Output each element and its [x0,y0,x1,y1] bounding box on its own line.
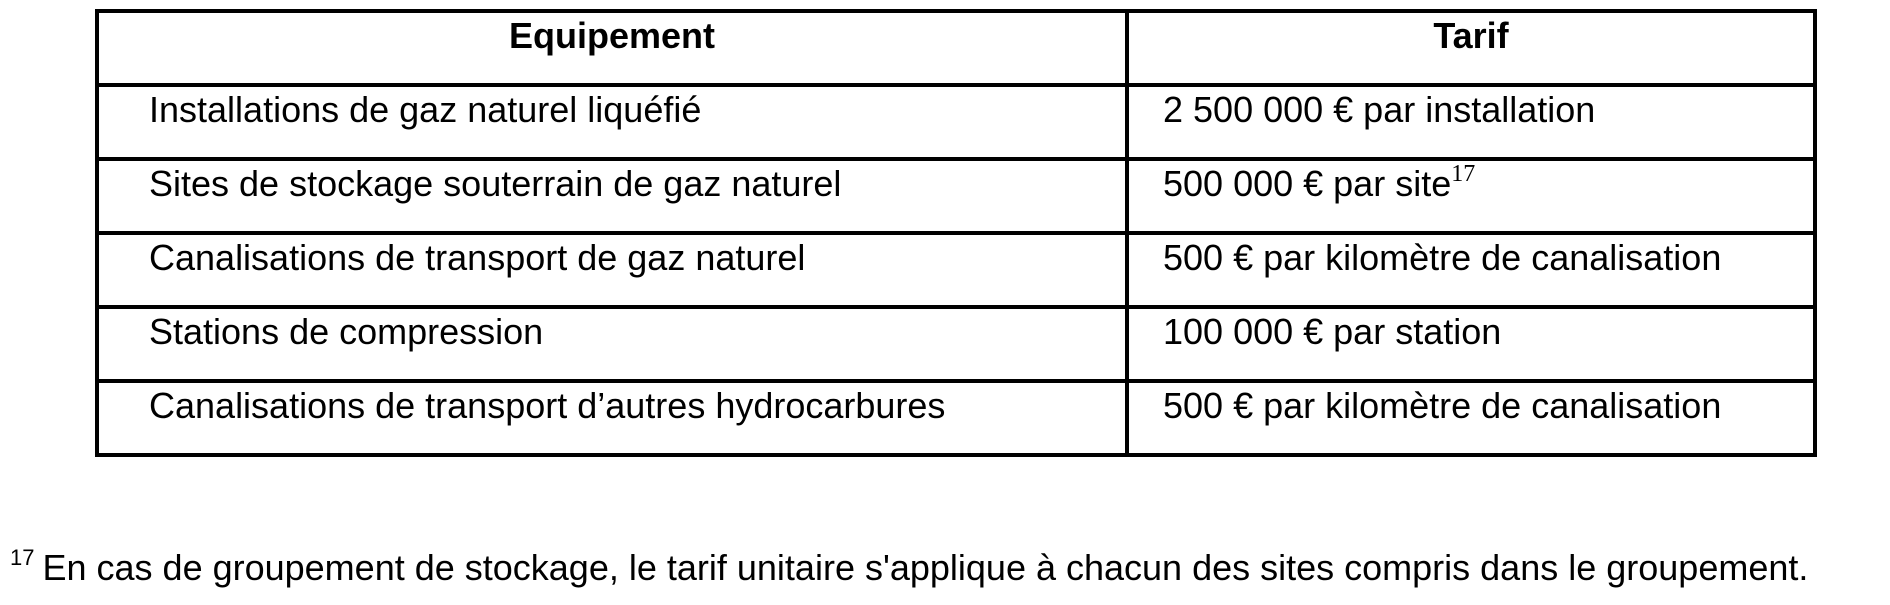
cell-equipement: Canalisations de transport d’autres hydrocarbures [97,381,1127,455]
footnote-text: En cas de groupement de stockage, le tarif unitaire s'applique à chacun des sites compris dans le groupement. [42,547,1809,588]
table-row [97,233,1815,307]
cell-equipement: Sites de stockage souterrain de gaz naturel [97,159,1127,233]
cell-equipement: Stations de compression [97,307,1127,381]
header-tarif: Tarif [1127,11,1815,85]
table-row [97,85,1815,159]
footnote [10,545,1808,591]
cell-tarif: 100 000 € par station [1127,307,1815,381]
cell-equipement: Canalisations de transport de gaz naturel [97,233,1127,307]
table-row [97,381,1815,455]
cell-tarif-text: 500 000 € par site [1163,163,1452,204]
cell-tarif: 500 € par kilomètre de canalisation [1127,381,1815,455]
footnote-mark: 17 [10,545,35,570]
table-row [97,307,1815,381]
footnote-reference[interactable]: 17 [1451,161,1476,187]
tariff-table [95,9,1817,457]
table-row [97,159,1815,233]
table-header-row [97,11,1815,85]
cell-tarif: 500 € par kilomètre de canalisation [1127,233,1815,307]
cell-tarif [1127,159,1815,233]
cell-tarif: 2 500 000 € par installation [1127,85,1815,159]
header-equipement: Equipement [97,11,1127,85]
cell-equipement: Installations de gaz naturel liquéfié [97,85,1127,159]
